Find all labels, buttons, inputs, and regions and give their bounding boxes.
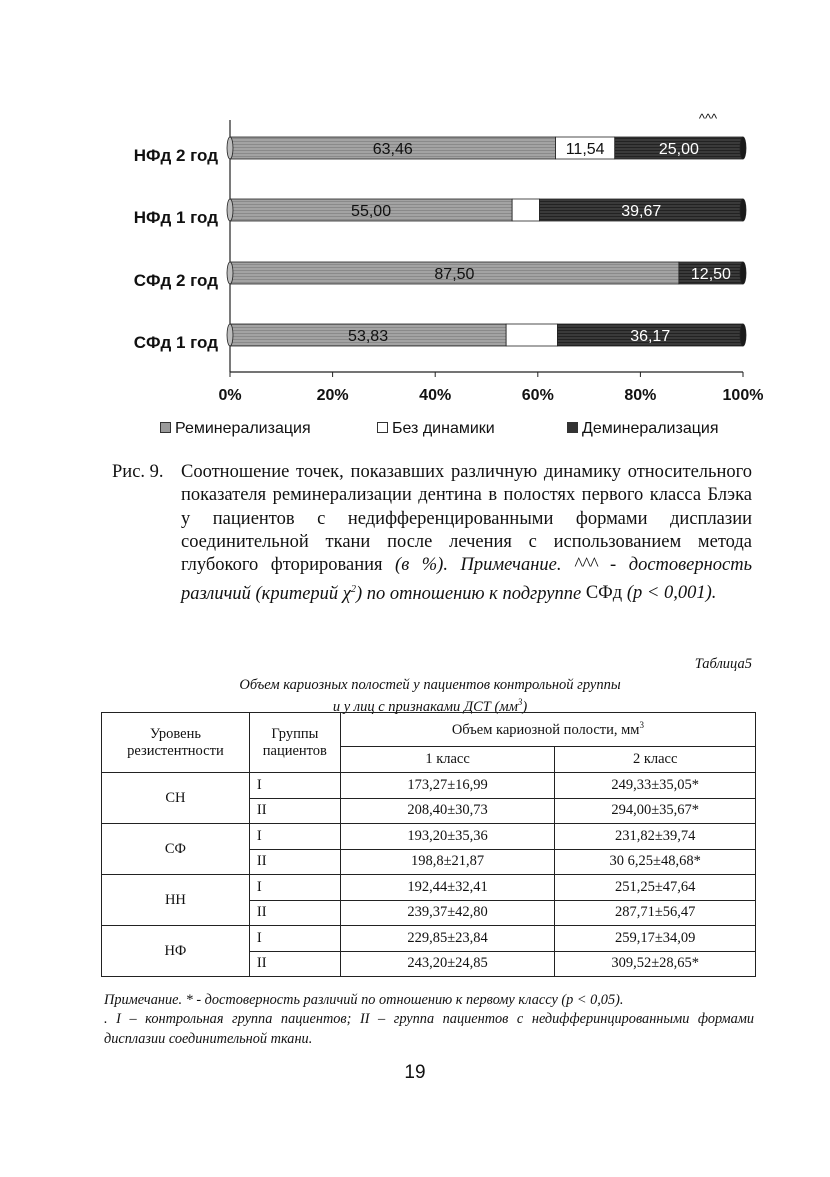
category-label: СФд 1 год [133,333,218,352]
caption-units: (в %). [395,555,448,576]
caption-note-label: Примечание. [460,555,562,576]
table-title-sup: 3 [517,697,523,707]
class1-cell: 193,20±35,36 [340,824,555,850]
header-volume-sup: 3 [639,720,644,731]
group-cell: II [249,900,340,926]
table-note-2: . I – контрольная группа пациентов; II – группа пациентов с недифферинцированными формами дисплазии соединительной ткани. [104,1011,754,1047]
bar-value-label: 39,67 [621,203,662,220]
caption-main: Соотношение точек, показавших различную динамику относительного показателя реминерализации дентина в полостях первого класса Блэка у пациентов с недифференцированными формами дисплазии соединительной ткани после лечения с использованием метода глубокого фторирования [181,462,752,576]
page-number: 19 [404,1062,426,1083]
class1-cell: 208,40±30,73 [340,798,555,824]
x-tick-label: 60% [521,387,554,404]
group-cell: II [249,798,340,824]
group-cell: I [249,824,340,850]
bar-cap-right [740,199,746,221]
table-title-end: ) [522,698,528,715]
bar-cap-left [227,137,233,159]
legend-item-reminerlization [160,420,311,438]
class1-cell: 198,8±21,87 [340,849,555,875]
level-cell: СФ [102,824,250,875]
caption-note-sup: 2 [350,583,356,595]
table-title-line2-text: и у лиц с признаками ДСТ (мм [332,698,518,715]
table-row [102,875,756,901]
class2-cell: 287,71±56,47 [555,900,756,926]
header-class1: 1 класс [340,747,555,773]
category-label: НФд 2 год [133,146,218,165]
table-number: Таблица5 [694,656,752,672]
class1-cell: 192,44±32,41 [340,875,555,901]
bar-value-label: 36,17 [630,328,671,345]
caption-note-end: (р < 0,001). [626,583,717,604]
class2-cell: 259,17±34,09 [555,926,756,952]
legend-label: Реминерализация [175,420,311,437]
cavity-volume-table [101,712,756,977]
level-cell: НФ [102,926,250,977]
bar-cap-right [740,262,746,284]
bar-value-label: 55,00 [351,203,392,220]
group-cell: II [249,951,340,977]
bar-cap-left [227,324,233,346]
group-cell: I [249,773,340,799]
bar-cap-right [740,137,746,159]
group-cell: I [249,875,340,901]
level-cell: СН [102,773,250,824]
bar-value-label: 63,46 [372,141,413,158]
legend-swatch [160,422,171,433]
class1-cell: 239,37±42,80 [340,900,555,926]
significance-marker: ^^^ [698,111,718,126]
figure-caption-text [181,461,752,606]
legend-swatch [567,422,578,433]
table-header-row [102,713,756,747]
x-tick-label: 100% [722,387,764,404]
table-row [102,773,756,799]
class2-cell: 294,00±35,67* [555,798,756,824]
header-volume-text: Объем кариозной полости, мм [451,721,640,738]
bar-segment [512,199,539,221]
bar-value-label: 25,00 [658,141,699,158]
group-cell: II [249,849,340,875]
legend-swatch [377,422,388,433]
bar-value-label: 12,50 [690,266,731,283]
bar-value-label: 11,54 [565,141,605,158]
class2-cell: 231,82±39,74 [555,824,756,850]
class1-cell: 243,20±24,85 [340,951,555,977]
header-level: Уровень резистентности [102,713,250,773]
category-label: СФд 2 год [133,271,218,290]
caption-note-text2: ) по отношению к подгруппе [355,583,582,604]
x-tick-label: 20% [316,387,349,404]
header-volume [340,713,755,747]
bar-cap-right [740,324,746,346]
legend-label: Деминерализация [582,420,719,437]
x-tick-label: 40% [419,387,452,404]
category-label: НФд 1 год [133,208,218,227]
table-row [102,926,756,952]
table-title-line1: Объем кариозных полостей у пациентов контрольной группы [239,677,621,693]
caption-note-group: СФд [585,583,623,604]
class2-cell: 249,33±35,05* [555,773,756,799]
x-tick-label: 80% [624,387,657,404]
class2-cell: 309,52±28,65* [555,951,756,977]
stacked-bar-chart [0,0,830,450]
class2-cell: 30 6,25±48,68* [555,849,756,875]
group-cell: I [249,926,340,952]
chart-legend [160,420,760,444]
bar-cap-left [227,199,233,221]
legend-item-no-dynamics [377,420,495,438]
legend-item-demineralization [567,420,718,438]
class1-cell: 229,85±23,84 [340,926,555,952]
caption-note-text1: - достоверность различий (критерий χ [181,555,753,604]
bar-value-label: 87,50 [434,266,475,283]
level-cell: НН [102,875,250,926]
class2-cell: 251,25±47,64 [555,875,756,901]
header-groups: Группы пациентов [249,713,340,773]
class1-cell: 173,27±16,99 [340,773,555,799]
header-class2: 2 класс [555,747,756,773]
bar-segment [506,324,557,346]
x-tick-label: 0% [218,387,242,404]
bar-value-label: 53,83 [348,328,389,345]
table-note-1: Примечание. * - достоверность различий по отношению к первому классу (р < 0,05). [104,992,624,1008]
table-row [102,824,756,850]
figure-label: Рис. 9. [112,462,164,482]
legend-label: Без динамики [392,420,495,437]
caption-note-marker: ^^^ [574,555,598,576]
bar-cap-left [227,262,233,284]
